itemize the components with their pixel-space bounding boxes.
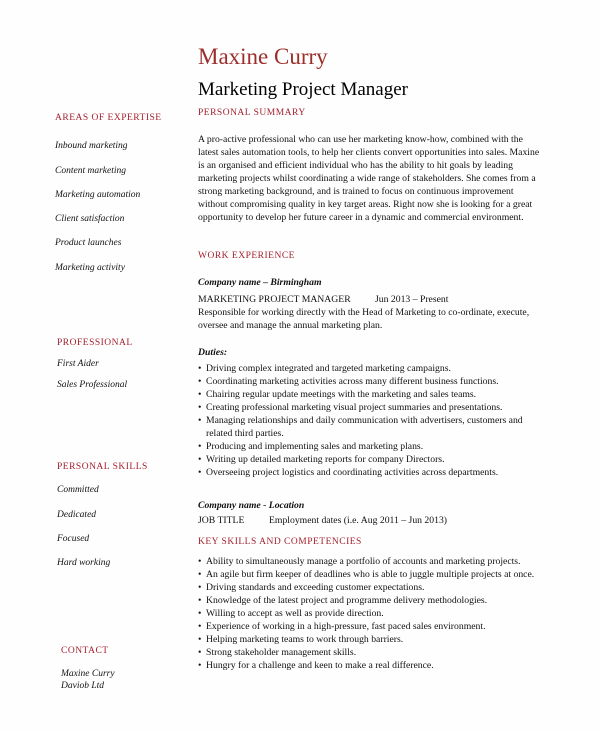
key-skill-item: • Experience of working in a high-pressure, fast paced sales environment.: [206, 620, 566, 633]
key-skill-item: • Hungry for a challenge and keen to make a real difference.: [206, 659, 566, 672]
key-skill-item: • Ability to simultaneously manage a portfolio of accounts and marketing projects.: [206, 555, 566, 568]
expertise-item: Product launches: [55, 238, 122, 248]
duty-item: • Producing and implementing sales and marketing plans.: [206, 440, 551, 453]
expertise-item: Marketing activity: [55, 263, 125, 273]
key-skill-item: • Willing to accept as well as provide direction.: [206, 607, 566, 620]
skill-item: Hard working: [57, 558, 111, 568]
duties-list: [198, 362, 551, 479]
skills-heading: PERSONAL SKILLS: [57, 462, 148, 472]
job2-company: Company name - Location: [198, 500, 305, 511]
key-skill-item: • An agile but firm keeper of deadlines who is able to juggle multiple projects at once.: [206, 568, 566, 581]
key-skill-item: • Knowledge of the latest project and programme delivery methodologies.: [206, 594, 566, 607]
job1-company: Company name – Birmingham: [198, 277, 322, 288]
work-heading: WORK EXPERIENCE: [198, 251, 295, 261]
expertise-item: Inbound marketing: [55, 141, 128, 151]
key-skill-item: • Strong stakeholder management skills.: [206, 646, 566, 659]
job1-role: MARKETING PROJECT MANAGER: [198, 294, 351, 305]
duty-item: • Writing up detailed marketing reports for company Directors.: [206, 453, 551, 466]
professional-item: Sales Professional: [57, 380, 128, 390]
key-skills-heading: KEY SKILLS AND COMPETENCIES: [198, 537, 362, 547]
job2-dates: Employment dates (i.e. Aug 2011 – Jun 2013): [269, 515, 448, 526]
job1-dates: Jun 2013 – Present: [375, 294, 449, 305]
skill-item: Focused: [57, 534, 90, 544]
professional-item: First Aider: [57, 359, 99, 369]
key-skills-list: [198, 555, 566, 672]
expertise-item: Content marketing: [55, 166, 126, 176]
duty-item: • Creating professional marketing visual project summaries and presentations.: [206, 401, 551, 414]
key-skill-item: • Driving standards and exceeding customer expectations.: [206, 581, 566, 594]
skill-item: Committed: [57, 485, 99, 495]
summary-heading: PERSONAL SUMMARY: [198, 108, 306, 118]
duty-item: • Overseeing project logistics and coordinating activities across departments.: [206, 466, 551, 479]
key-skill-item: • Helping marketing teams to work through barriers.: [206, 633, 566, 646]
expertise-item: Client satisfaction: [55, 214, 125, 224]
contact-heading: CONTACT: [61, 646, 109, 656]
professional-heading: PROFESSIONAL: [57, 338, 133, 348]
job1-description: Responsible for working directly with the Head of Marketing to co-ordinate, execute, oversee and manage the annual marketing plan.: [198, 307, 530, 331]
job2-role: JOB TITLE: [198, 515, 245, 526]
expertise-heading: AREAS OF EXPERTISE: [55, 113, 162, 123]
duty-item: • Driving complex integrated and targeted marketing campaigns.: [206, 362, 551, 375]
contact-name: Maxine Curry: [61, 669, 115, 679]
duty-item: • Managing relationships and daily communication with advertisers, customers and related third parties.: [206, 414, 551, 440]
duties-label: Duties:: [198, 347, 228, 358]
job-title: Marketing Project Manager: [198, 79, 408, 100]
contact-company: Daviob Ltd: [61, 681, 105, 691]
duty-item: • Chairing regular update meetings with the marketing and sales teams.: [206, 388, 551, 401]
skill-item: Dedicated: [57, 510, 97, 520]
candidate-name: Maxine Curry: [198, 44, 328, 69]
summary-text: A pro-active professional who can use her marketing know-how, combined with the latest sales automation tools, to help her clients convert opportunities into sales. Maxine is an organised and efficient individual who has the ability to hit goals by leading marketing projects whilst coordinating a wide range of stakeholders. She comes from a strong marketing background, and is trained to focus on continuous improvement without compromising quality in key target areas. Right now she is looking for a great opportunity to develop her future career in a dynamic and commercial environment.: [198, 134, 540, 223]
expertise-item: Marketing automation: [55, 190, 141, 200]
duty-item: • Coordinating marketing activities across many different business functions.: [206, 375, 551, 388]
